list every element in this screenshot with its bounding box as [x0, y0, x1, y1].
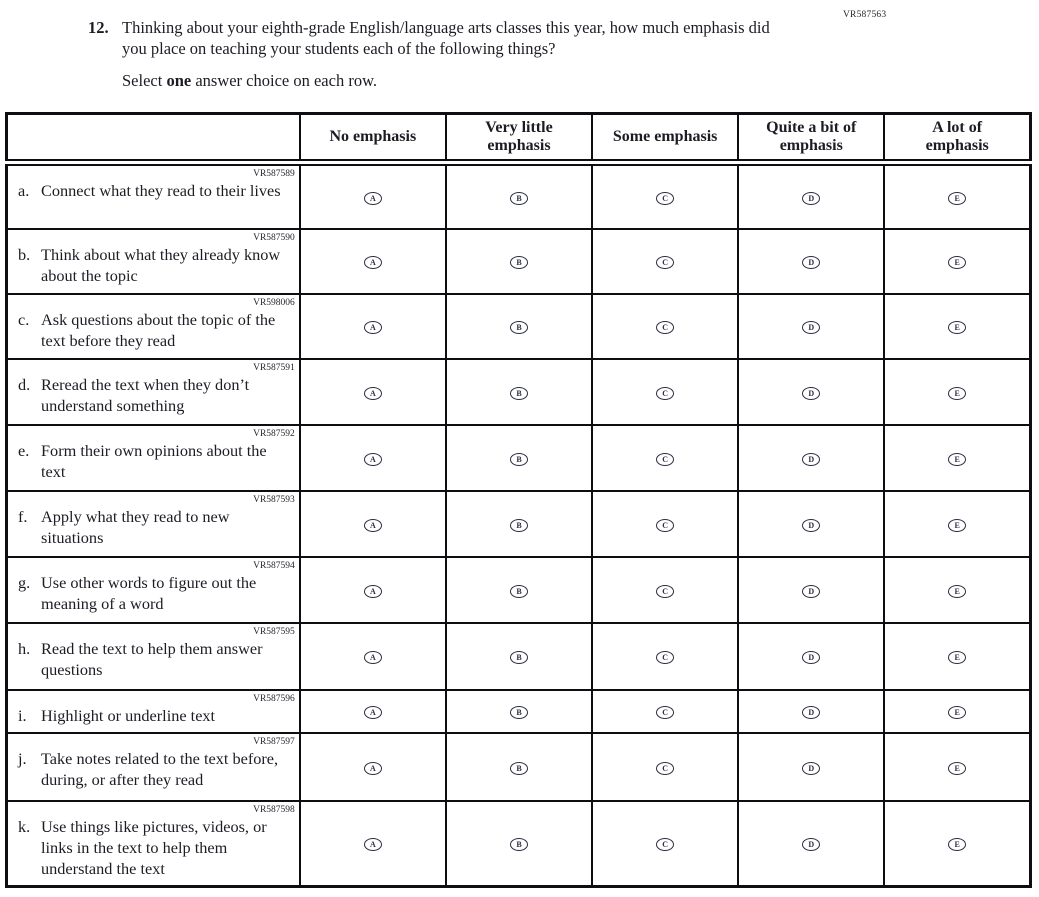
table-row [7, 491, 1031, 557]
answer-bubble-c[interactable]: C [656, 453, 674, 466]
answer-bubble-b[interactable]: B [510, 321, 528, 334]
answer-bubble-e[interactable]: E [948, 706, 966, 719]
answer-cell-d [738, 294, 884, 359]
row-label-text: Form their own opinions about the text [41, 440, 267, 481]
instruction-bold-word: one [166, 71, 192, 90]
row-label [18, 705, 285, 726]
answer-bubble-c[interactable]: C [656, 321, 674, 334]
answer-bubble-b[interactable]: B [510, 651, 528, 664]
corner-header-cell [7, 114, 300, 163]
answer-bubble-a[interactable]: A [364, 706, 382, 719]
header-row [7, 114, 1031, 163]
question-text: Thinking about your eighth-grade English/language arts classes this year, how much emphasis did you place on teaching your students each of the following things? [122, 18, 770, 58]
row-label [18, 374, 285, 416]
row-letter: i. [18, 705, 27, 725]
answer-cell-d [738, 557, 884, 623]
answer-bubble-e[interactable]: E [948, 519, 966, 532]
answer-cell-c [592, 229, 738, 294]
answer-cell-a [300, 491, 446, 557]
answer-bubble-d[interactable]: D [802, 651, 820, 664]
answer-bubble-d[interactable]: D [802, 453, 820, 466]
answer-bubble-c[interactable]: C [656, 387, 674, 400]
table-body [7, 163, 1031, 887]
column-header-some-emphasis: Some emphasis [592, 114, 738, 163]
answer-cell-b [446, 425, 592, 491]
row-label-cell [7, 690, 300, 733]
row-label-text: Connect what they read to their lives [41, 181, 281, 200]
answer-bubble-b[interactable]: B [510, 453, 528, 466]
row-label [18, 309, 285, 351]
answer-cell-b [446, 801, 592, 887]
row-variable-code: VR587597 [253, 736, 295, 747]
answer-cell-e [884, 359, 1030, 425]
answer-bubble-d[interactable]: D [802, 762, 820, 775]
answer-cell-d [738, 623, 884, 690]
answer-cell-a [300, 425, 446, 491]
answer-bubble-a[interactable]: A [364, 256, 382, 269]
answer-bubble-a[interactable]: A [364, 762, 382, 775]
answer-cell-b [446, 690, 592, 733]
row-label-text: Reread the text when they don’t understand something [41, 374, 250, 415]
question-block [88, 17, 788, 59]
answer-cell-d [738, 801, 884, 887]
answer-cell-a [300, 623, 446, 690]
answer-bubble-e[interactable]: E [948, 453, 966, 466]
answer-bubble-c[interactable]: C [656, 519, 674, 532]
row-letter: c. [18, 309, 30, 329]
answer-cell-a [300, 557, 446, 623]
answer-cell-e [884, 557, 1030, 623]
row-variable-code: VR587589 [253, 169, 295, 179]
row-label-text: Highlight or underline text [41, 705, 216, 725]
answer-cell-c [592, 557, 738, 623]
table-row [7, 690, 1031, 733]
row-letter: a. [18, 181, 30, 200]
row-label [18, 572, 285, 614]
row-variable-code: VR587596 [253, 693, 295, 704]
row-label [18, 506, 285, 548]
answer-cell-e [884, 801, 1030, 887]
answer-bubble-e[interactable]: E [948, 321, 966, 334]
answer-bubble-d[interactable]: D [802, 838, 820, 851]
table-row [7, 163, 1031, 229]
question-number: 12. [88, 18, 109, 37]
row-letter: k. [18, 816, 31, 836]
table-row [7, 359, 1031, 425]
answer-cell-c [592, 733, 738, 801]
answer-bubble-d[interactable]: D [802, 519, 820, 532]
row-label-cell [7, 294, 300, 359]
row-label-cell [7, 801, 300, 887]
table-row [7, 294, 1031, 359]
answer-cell-a [300, 801, 446, 887]
answer-cell-d [738, 229, 884, 294]
row-label-text: Ask questions about the topic of the text before they read [41, 309, 276, 350]
answer-cell-e [884, 491, 1030, 557]
answer-cell-e [884, 733, 1030, 801]
row-label [18, 638, 285, 680]
answer-bubble-e[interactable]: E [948, 585, 966, 598]
row-label-text: Read the text to help them answer questions [41, 638, 263, 679]
answer-bubble-b[interactable]: B [510, 838, 528, 851]
row-variable-code: VR587598 [253, 804, 295, 815]
answer-bubble-a[interactable]: A [364, 387, 382, 400]
answer-bubble-b[interactable]: B [510, 387, 528, 400]
answer-cell-c [592, 359, 738, 425]
table-row [7, 733, 1031, 801]
answer-bubble-c[interactable]: C [656, 706, 674, 719]
answer-cell-e [884, 229, 1030, 294]
answer-bubble-c[interactable]: C [656, 762, 674, 775]
table-row [7, 425, 1031, 491]
row-variable-code: VR587591 [253, 362, 295, 373]
row-letter: e. [18, 440, 30, 460]
answer-cell-d [738, 690, 884, 733]
answer-cell-d [738, 491, 884, 557]
answer-cell-e [884, 425, 1030, 491]
answer-bubble-b[interactable]: B [510, 519, 528, 532]
row-label [18, 180, 285, 201]
answer-cell-b [446, 623, 592, 690]
row-variable-code: VR587590 [253, 232, 295, 243]
row-letter: g. [18, 572, 31, 592]
answer-bubble-a[interactable]: A [364, 321, 382, 334]
answer-bubble-e[interactable]: E [948, 762, 966, 775]
answer-cell-c [592, 623, 738, 690]
answer-bubble-e[interactable]: E [948, 192, 966, 205]
answer-bubble-d[interactable]: D [802, 256, 820, 269]
answer-cell-a [300, 294, 446, 359]
answer-cell-a [300, 690, 446, 733]
table-row [7, 801, 1031, 887]
answer-cell-b [446, 294, 592, 359]
row-label [18, 748, 285, 790]
answer-cell-a [300, 733, 446, 801]
answer-cell-c [592, 491, 738, 557]
row-variable-code: VR587594 [253, 560, 295, 571]
answer-cell-c [592, 163, 738, 229]
row-variable-code: VR587592 [253, 428, 295, 439]
answer-cell-a [300, 229, 446, 294]
answer-cell-b [446, 229, 592, 294]
answer-bubble-c[interactable]: C [656, 256, 674, 269]
row-label-text: Take notes related to the text before, during, or after they read [41, 748, 279, 789]
answer-cell-c [592, 425, 738, 491]
answer-bubble-b[interactable]: B [510, 192, 528, 205]
instruction-prefix: Select [122, 71, 167, 90]
row-letter: d. [18, 374, 31, 394]
answer-cell-c [592, 801, 738, 887]
row-variable-code: VR598006 [253, 297, 295, 308]
table-row [7, 623, 1031, 690]
answer-bubble-b[interactable]: B [510, 706, 528, 719]
answer-bubble-a[interactable]: A [364, 453, 382, 466]
answer-bubble-c[interactable]: C [656, 651, 674, 664]
answer-bubble-d[interactable]: D [802, 706, 820, 719]
row-variable-code: VR587595 [253, 626, 295, 637]
answer-bubble-a[interactable]: A [364, 519, 382, 532]
answer-bubble-a[interactable]: A [364, 192, 382, 205]
row-letter: f. [18, 506, 28, 526]
answer-cell-c [592, 294, 738, 359]
answer-bubble-a[interactable]: A [364, 585, 382, 598]
answer-cell-b [446, 359, 592, 425]
answer-cell-a [300, 163, 446, 229]
emphasis-table [5, 112, 1032, 888]
column-header-very-little: Very little emphasis [446, 114, 592, 163]
answer-bubble-e[interactable]: E [948, 838, 966, 851]
answer-cell-c [592, 690, 738, 733]
row-label-text: Use other words to figure out the meaning of a word [41, 572, 257, 613]
answer-bubble-d[interactable]: D [802, 192, 820, 205]
table-row [7, 229, 1031, 294]
answer-bubble-c[interactable]: C [656, 585, 674, 598]
answer-cell-d [738, 359, 884, 425]
answer-bubble-d[interactable]: D [802, 387, 820, 400]
row-letter: h. [18, 638, 31, 658]
answer-cell-e [884, 623, 1030, 690]
answer-cell-b [446, 163, 592, 229]
answer-cell-e [884, 294, 1030, 359]
answer-bubble-e[interactable]: E [948, 256, 966, 269]
row-label-cell [7, 491, 300, 557]
row-label [18, 244, 285, 286]
answer-bubble-e[interactable]: E [948, 651, 966, 664]
answer-cell-d [738, 733, 884, 801]
row-label-cell [7, 557, 300, 623]
table-row [7, 557, 1031, 623]
instruction-suffix: answer choice on each row. [191, 71, 378, 90]
answer-bubble-d[interactable]: D [802, 585, 820, 598]
row-label-cell [7, 425, 300, 491]
answer-cell-e [884, 163, 1030, 229]
answer-bubble-a[interactable]: A [364, 838, 382, 851]
answer-bubble-d[interactable]: D [802, 321, 820, 334]
answer-cell-b [446, 733, 592, 801]
column-header-a-lot: A lot of emphasis [884, 114, 1030, 163]
answer-bubble-b[interactable]: B [510, 585, 528, 598]
column-header-no-emphasis: No emphasis [300, 114, 446, 163]
answer-cell-d [738, 425, 884, 491]
row-label-cell [7, 229, 300, 294]
row-variable-code: VR587593 [253, 494, 295, 505]
row-label-text: Apply what they read to new situations [41, 506, 230, 547]
page-variable-code: VR587563 [843, 10, 887, 20]
row-label-cell [7, 623, 300, 690]
row-label [18, 440, 285, 482]
answer-bubble-c[interactable]: C [656, 838, 674, 851]
answer-cell-b [446, 557, 592, 623]
answer-bubble-b[interactable]: B [510, 762, 528, 775]
answer-cell-a [300, 359, 446, 425]
row-label-cell [7, 359, 300, 425]
answer-cell-e [884, 690, 1030, 733]
row-label-text: Use things like pictures, videos, or links in the text to help them understand the text [41, 816, 267, 878]
row-label-text: Think about what they already know about the topic [41, 244, 281, 285]
answer-bubble-c[interactable]: C [656, 192, 674, 205]
row-letter: b. [18, 244, 31, 264]
row-label-cell [7, 733, 300, 801]
answer-bubble-e[interactable]: E [948, 387, 966, 400]
row-label [18, 816, 285, 879]
column-header-quite-a-bit: Quite a bit of emphasis [738, 114, 884, 163]
answer-cell-b [446, 491, 592, 557]
instruction-text [122, 71, 377, 91]
answer-cell-d [738, 163, 884, 229]
answer-bubble-b[interactable]: B [510, 256, 528, 269]
row-label-cell [7, 163, 300, 229]
row-letter: j. [18, 748, 27, 768]
answer-bubble-a[interactable]: A [364, 651, 382, 664]
